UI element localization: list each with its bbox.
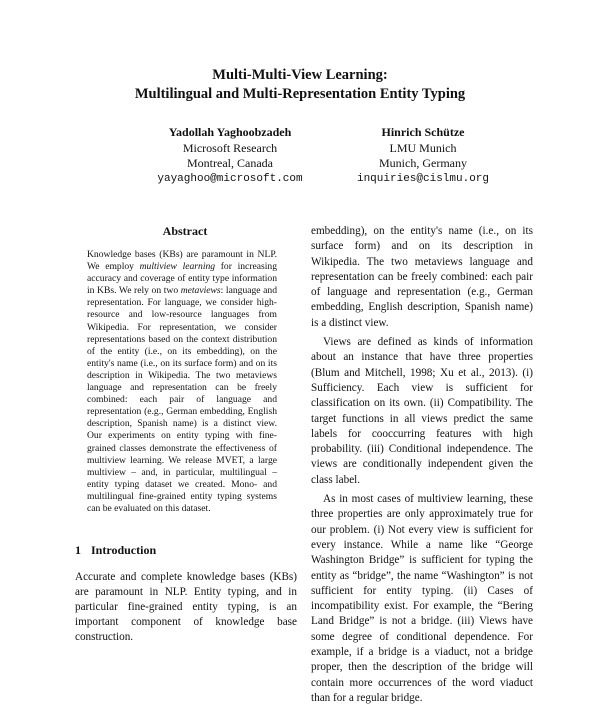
author-location: Montreal, Canada: [187, 156, 273, 170]
abstract-body: [87, 249, 277, 515]
abstract-emphasis-1: multiview learning: [139, 261, 216, 273]
right-paragraph-1: embedding), on the entity's name (i.e., on its surface form) and on its description in Wikipedia. The two metaviews language and representation can be freely combined: each pair of language and representation (e.g., German embedding, English description, Spanish name) is a distinct view.: [311, 225, 533, 329]
author-location: Munich, Germany: [379, 156, 467, 170]
introduction-body: Accurate and complete knowledge bases (KBs) are paramount in NLP. Entity typing, and in particular fine-grained entity typing, is an important component of knowledge base construction.: [75, 571, 297, 643]
author-block-1: [120, 125, 340, 187]
abstract-heading: Abstract: [162, 224, 208, 238]
section-title: Introduction: [91, 543, 157, 557]
author-email: inquiries@cislmu.org: [356, 172, 490, 185]
author-block-2: [313, 125, 533, 187]
title-line-1: Multi-Multi-View Learning:: [212, 67, 388, 83]
section-number: 1: [75, 543, 81, 557]
abstract-text-2: for increasing accuracy and coverage of entity type information in KBs. We rely on two: [87, 261, 277, 297]
abstract-text-1: Knowledge bases (KBs) are paramount in NLP. We employ: [87, 249, 277, 273]
abstract-emphasis-2: metaviews: [180, 285, 221, 297]
section-heading-introduction: [75, 543, 156, 558]
author-name: Yadollah Yaghoobzadeh: [168, 125, 292, 139]
right-paragraph-3: As in most cases of multiview learning, these three properties are only approximately true for our problem. (i) Not every view is sufficient for every instance. While a name like “George Washington Bridge” is sufficient for typing the entity as “bridge”, the name “Washington” is not sufficient for entity typing. (ii) Cases of incompatibility exist. For example, the “Bering Land Bridge” is not a bridge. (iii) Views have some degree of conditional dependence. For example, if a bridge is a viaduct, not a bridge proper, then the description of the bridge will contain more occurrences of the word viaduct than for a regular bridge.: [311, 493, 533, 704]
author-affiliation: Microsoft Research: [182, 140, 278, 155]
left-column: [87, 224, 277, 515]
right-paragraph-2: Views are defined as kinds of information about an instance that have three properties (Blum and Mitchell, 1998; Xu et al., 2013). (i) Sufficiency. Each view is sufficient for classification on its own. (ii) Compatibility. The target functions in all views predict the same labels for cooccurring features with high probability. (iii) Conditional independence. The views are conditionally independent given the class label.: [311, 336, 533, 486]
author-affiliation: LMU Munich: [389, 140, 457, 155]
paper-title: [0, 66, 600, 104]
author-name: Hinrich Schütze: [381, 125, 465, 139]
author-email: yayaghoo@microsoft.com: [157, 172, 303, 185]
title-line-2: Multilingual and Multi-Representation Entity Typing: [134, 86, 466, 102]
abstract-text-3: : language and representation. For language, we consider high-resource and low-resource languages from Wikipedia. For representation, we consider representations based on the context distribution of the entity (i.e., on its embedding), on the entity's name (i.e., on its surface form) and on its description in Wikipedia. The two metaviews language and representation can be freely combined: each pair of language and representation (e.g., German embedding, English description, Spanish name) is a distinct view. Our experiments on entity typing with fine-grained classes demonstrate the effectiveness of multiview learning. We release MVET, a large multiview – and, in particular, multilingual – entity typing dataset we created. Mono- and multilingual fine-grained entity typing systems can be evaluated on this dataset.: [87, 285, 277, 514]
right-column: [311, 224, 533, 706]
